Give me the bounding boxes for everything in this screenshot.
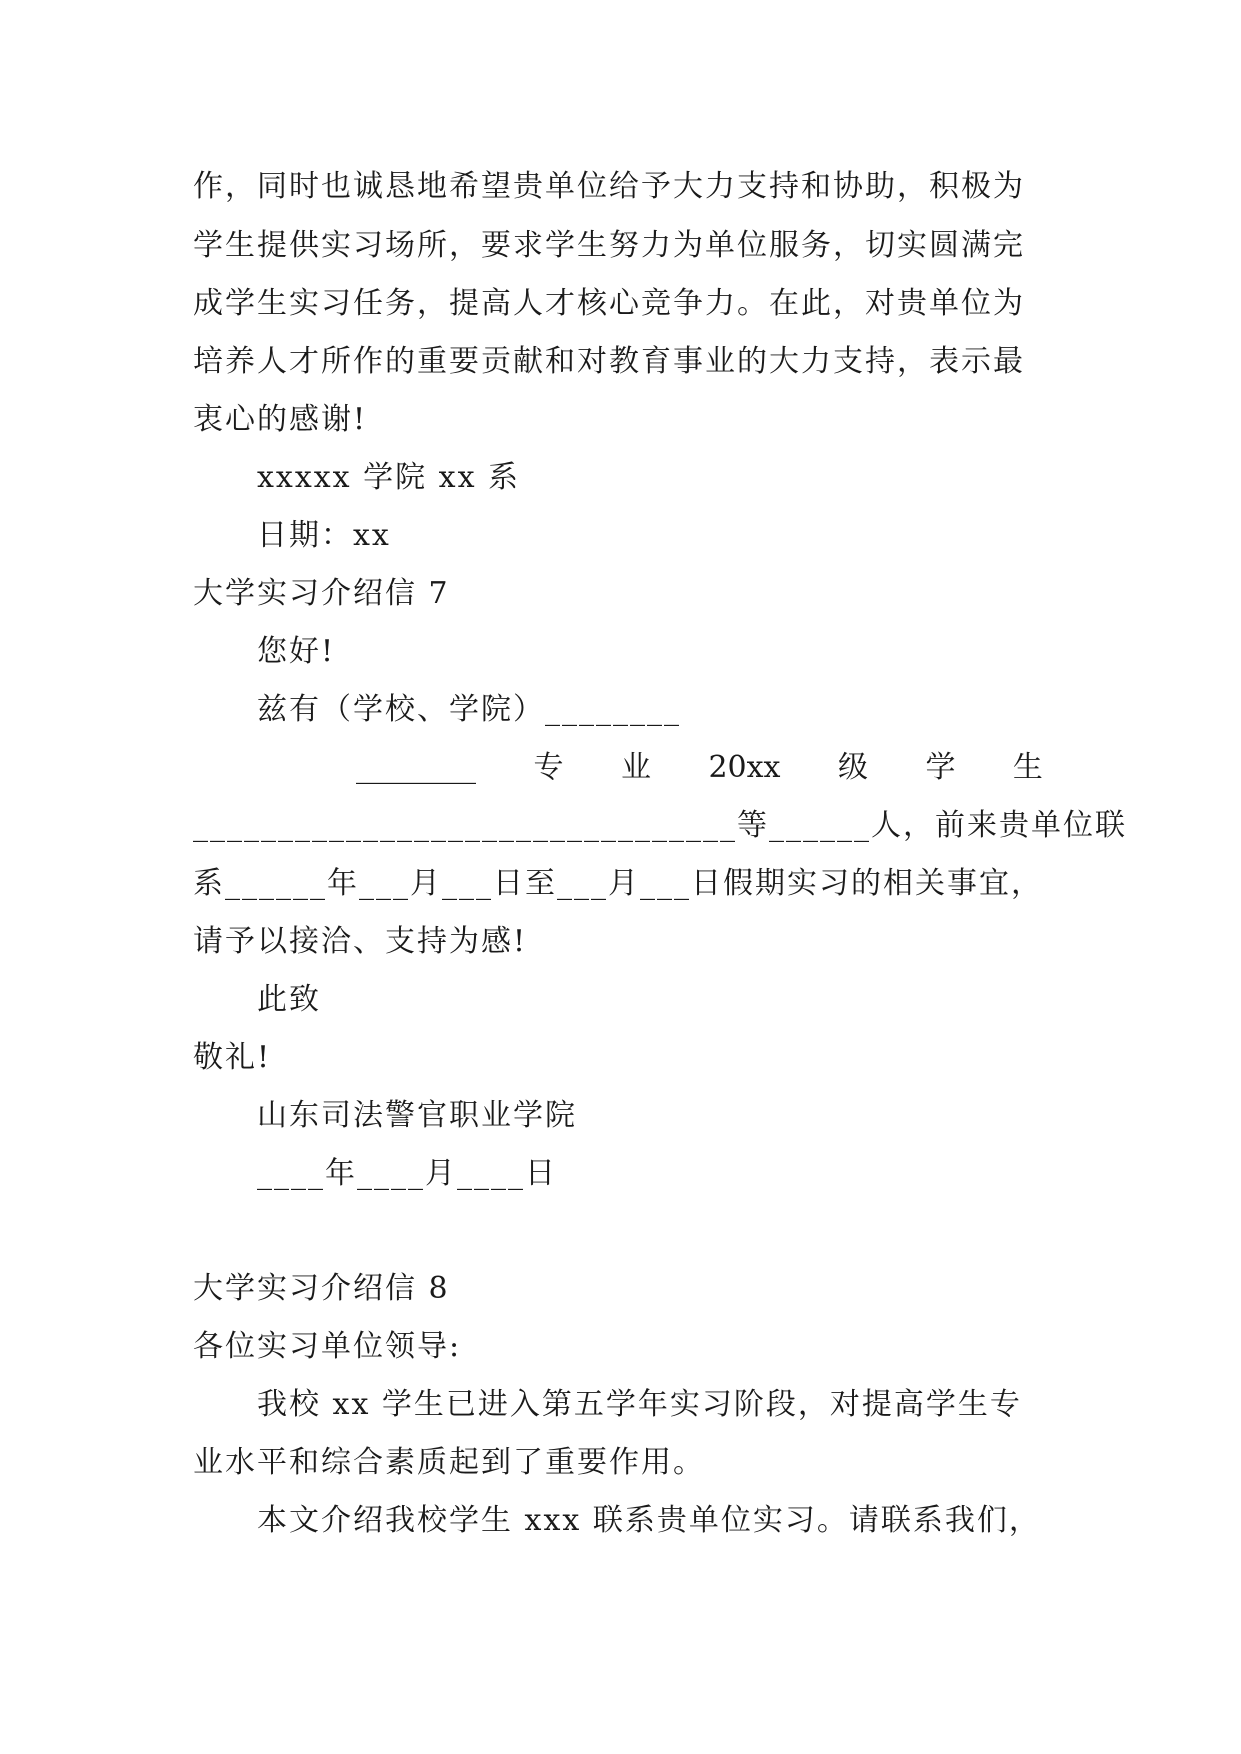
paragraph-line: 兹有（学校、学院）________ [257,692,681,727]
row-word: 级 [837,750,868,785]
paragraph-line: ________________________________等______人，前来贵单位联 [193,808,1127,843]
section-title: 大学实习介绍信 7 [193,576,450,611]
signature-department: xxxxx 学院 xx 系 [257,460,521,495]
row-word: 20xx [708,750,781,785]
paragraph-line: 作，同时也诚恳地希望贵单位给予大力支持和协助，积极为 [193,169,1025,204]
greeting: 各位实习单位领导: [193,1329,462,1364]
greeting: 您好! [257,634,336,669]
signature-date-blank: ____年____月____日 [257,1156,557,1191]
closing-salutation: 此致 [257,982,321,1017]
row-word: 业 [620,750,651,785]
paragraph-line: 培养人才所作的重要贡献和对教育事业的大力支持，表示最 [193,344,1025,379]
paragraph-line: 我校 xx 学生已进入第五学年实习阶段，对提高学生专 [257,1387,1022,1422]
section-title: 大学实习介绍信 8 [193,1271,450,1306]
blank-field: ________ [356,750,476,785]
paragraph-line: 学生提供实习场所，要求学生努力为单位服务，切实圆满完 [193,228,1025,263]
student-info-row [193,748,1043,788]
paragraph-line: 请予以接洽、支持为感! [193,924,528,959]
closing-regards: 敬礼! [193,1040,272,1075]
signature-date: 日期：xx [257,518,391,553]
row-word: 专 [533,750,564,785]
row-word: 学 [925,750,956,785]
paragraph-line: 系______年___月___日至___月___日假期实习的相关事宜， [193,866,1043,901]
paragraph-line: 业水平和综合素质起到了重要作用。 [193,1445,705,1480]
paragraph-line: 衷心的感谢! [193,402,368,437]
row-word: 生 [1012,750,1043,785]
signature-institution: 山东司法警官职业学院 [257,1098,577,1133]
paragraph-line: 成学生实习任务，提高人才核心竞争力。在此，对贵单位为 [193,286,1025,321]
paragraph-line: 本文介绍我校学生 xxx 联系贵单位实习。请联系我们， [257,1503,1041,1538]
